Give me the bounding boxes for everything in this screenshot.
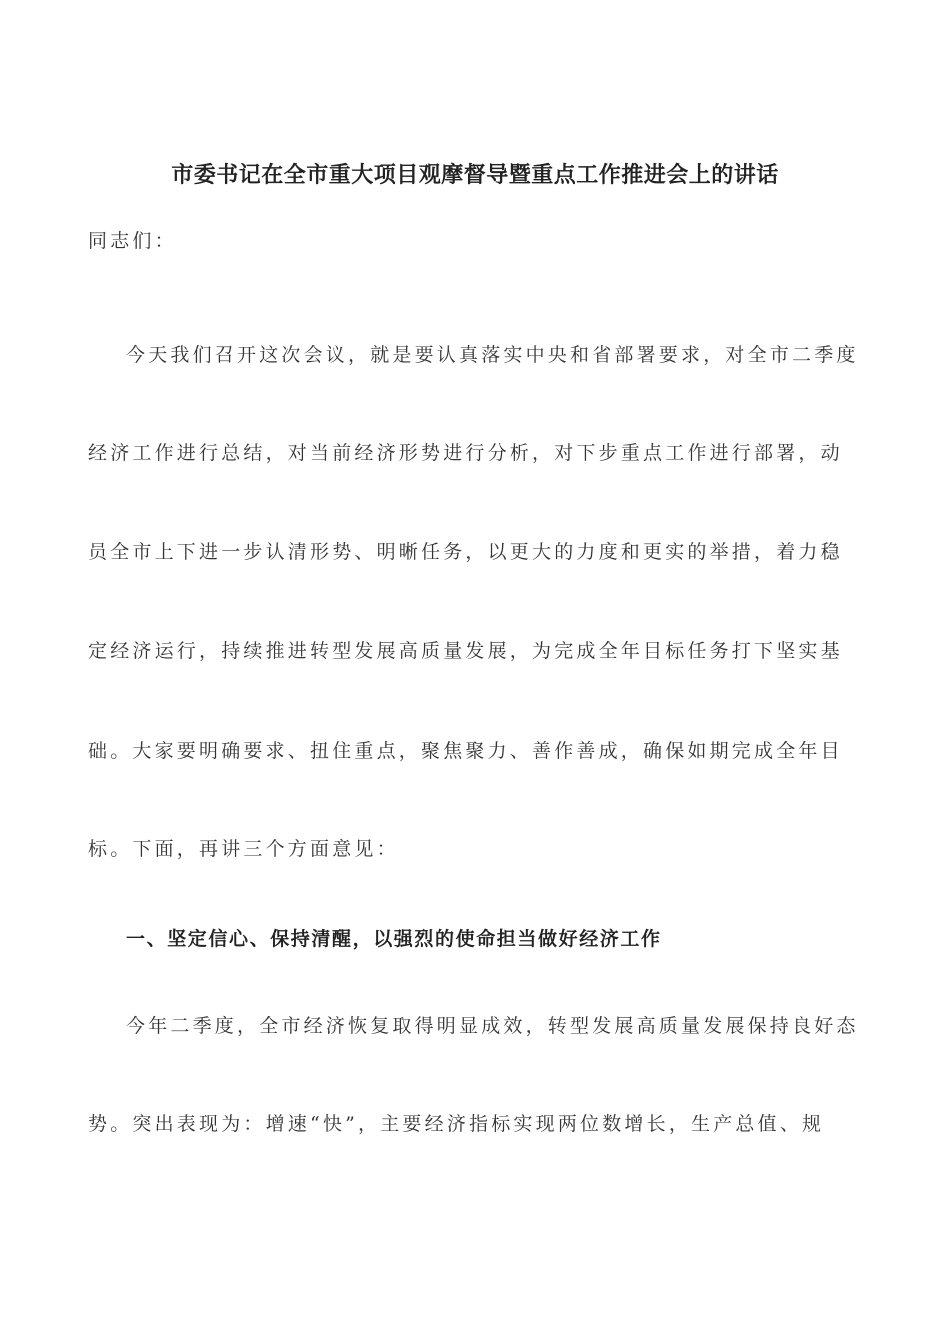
- paragraph-line: 今天我们召开这次会议，就是要认真落实中央和省部署要求，对全市二季度: [126, 344, 859, 366]
- paragraph-line: 标。下面，再讲三个方面意见：: [88, 838, 399, 860]
- section-heading: 一、坚定信心、保持清醒，以强烈的使命担当做好经济工作: [126, 928, 662, 950]
- paragraph-line: 势。突出表现为：增速“快”，主要经济指标实现两位数增长，生产总值、规: [88, 1113, 825, 1135]
- document-title: 市委书记在全市重大项目观摩督导暨重点工作推进会上的讲话: [171, 162, 779, 188]
- paragraph-line: 今年二季度，全市经济恢复取得明显成效，转型发展高质量发展保持良好态: [126, 1015, 859, 1037]
- paragraph-line: 定经济运行，持续推进转型发展高质量发展，为完成全年目标任务打下坚实基: [88, 640, 843, 662]
- paragraph-line: 经济工作进行总结，对当前经济形势进行分析，对下步重点工作进行部署，动: [88, 442, 843, 464]
- paragraph-line: 础。大家要明确要求、扭住重点，聚焦聚力、善作善成，确保如期完成全年目: [88, 740, 843, 762]
- salutation: 同志们：: [88, 230, 177, 252]
- paragraph-line: 员全市上下进一步认清形势、明晰任务，以更大的力度和更实的举措，着力稳: [88, 541, 843, 563]
